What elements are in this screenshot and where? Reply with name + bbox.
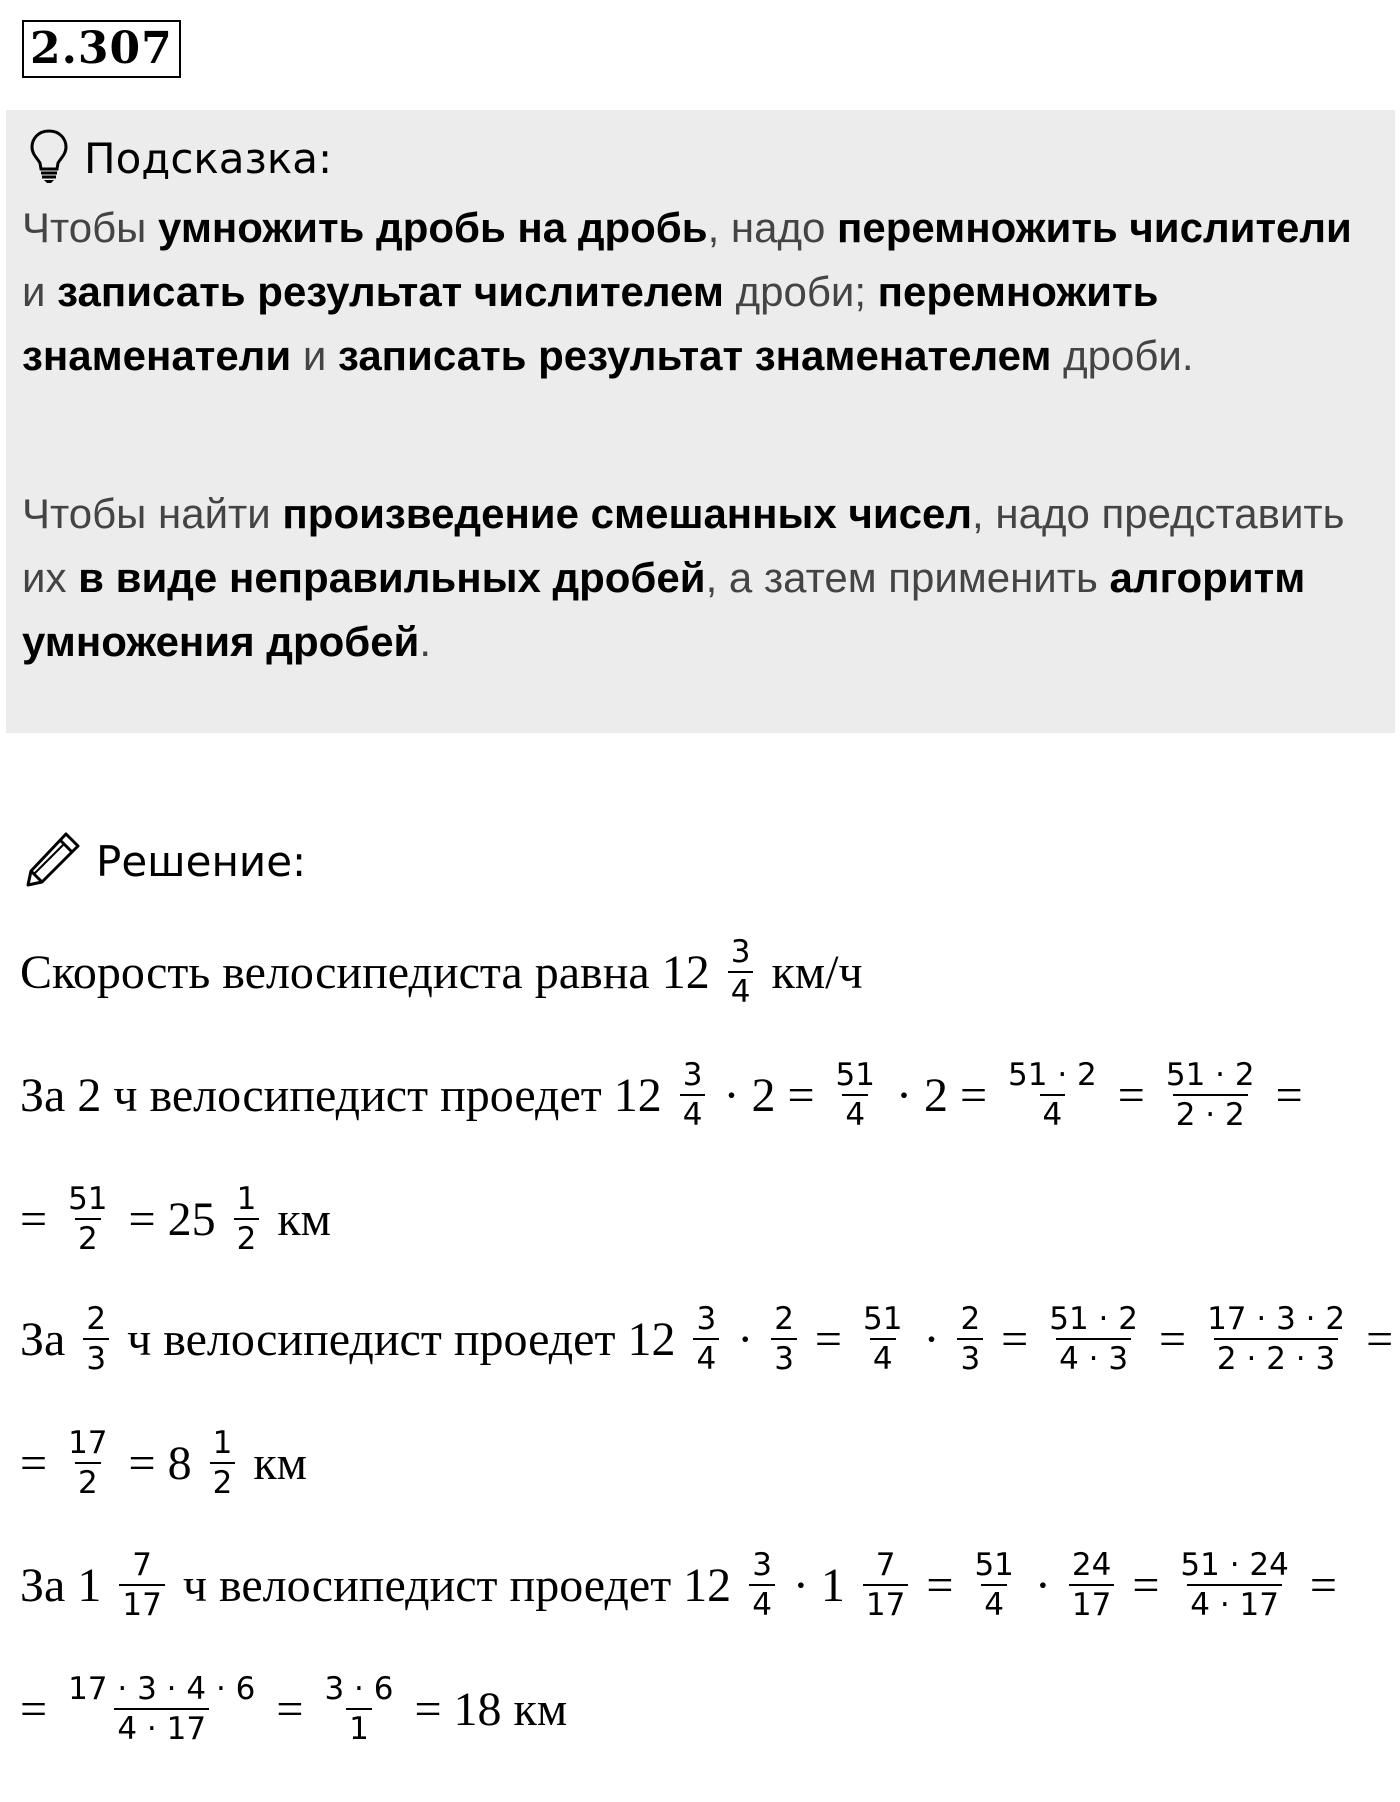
hint-title: Подсказка:	[84, 133, 333, 183]
hint-text: дроби;	[723, 268, 878, 315]
math-text: = 25	[116, 1193, 228, 1247]
hint-text: дроби.	[1051, 332, 1194, 379]
hint-emphasis: в виде неправильных дробей	[78, 554, 706, 601]
fraction-numerator: 17 · 3 · 2	[1207, 1301, 1346, 1337]
fraction	[749, 1548, 775, 1623]
fraction-numerator: 51 · 2	[1008, 1057, 1097, 1093]
fraction-denominator: 4 · 17	[1187, 1584, 1282, 1624]
hint-text: , надо	[707, 204, 837, 251]
fraction-denominator: 1	[346, 1708, 372, 1748]
fraction-denominator: 4	[981, 1584, 1007, 1624]
fraction	[1204, 1302, 1348, 1377]
fraction-numerator: 51 · 2	[1049, 1301, 1138, 1337]
math-text: · 2 =	[883, 1069, 1000, 1123]
fraction-numerator: 24	[1071, 1547, 1112, 1583]
hint-header	[28, 128, 332, 188]
math-text: =	[989, 1313, 1041, 1367]
fraction-numerator: 51	[863, 1301, 903, 1337]
fraction-numerator: 1	[212, 1425, 233, 1461]
fraction	[65, 1182, 110, 1257]
fraction	[860, 1302, 905, 1377]
math-text: Скорость велосипедиста равна 12	[20, 946, 722, 1000]
fraction-numerator: 3	[696, 1301, 717, 1337]
fraction-denominator: 4	[749, 1584, 775, 1624]
fraction	[1005, 1058, 1100, 1133]
fraction-denominator: 2	[234, 1218, 260, 1258]
fraction	[957, 1302, 983, 1377]
fraction-denominator: 4	[870, 1338, 896, 1378]
solution-title: Решение:	[96, 836, 307, 886]
fraction-numerator: 51 · 2	[1165, 1057, 1255, 1093]
math-text: км/ч	[759, 946, 863, 1000]
hint-emphasis: произведение смешанных чисел	[282, 490, 973, 537]
math-text: =	[20, 1437, 60, 1491]
fraction-numerator: 3	[682, 1057, 703, 1093]
fraction-denominator: 17	[863, 1584, 908, 1624]
fraction-numerator: 2	[960, 1301, 981, 1337]
solution-line	[20, 1058, 1303, 1133]
math-text: =	[20, 1193, 60, 1247]
fraction	[728, 935, 754, 1010]
math-text: =	[802, 1313, 854, 1367]
math-text: =	[1146, 1313, 1199, 1367]
fraction	[83, 1302, 109, 1377]
fraction-numerator: 3	[752, 1547, 772, 1583]
lightbulb-icon	[28, 128, 70, 188]
solution-line	[20, 935, 863, 1010]
fraction-numerator: 1	[236, 1181, 257, 1217]
math-text: ·	[911, 1313, 952, 1367]
problem-number: 2.307	[22, 20, 181, 78]
math-text: =	[1120, 1559, 1172, 1613]
hint-emphasis: перемножить числители	[837, 204, 1352, 251]
math-text: ч велосипедист проедет 12	[170, 1559, 744, 1613]
fraction	[210, 1426, 236, 1501]
fraction-denominator: 2 · 2	[1173, 1094, 1248, 1134]
hint-text: Чтобы	[22, 204, 159, 251]
fraction-numerator: 7	[132, 1547, 152, 1583]
math-text: км	[241, 1437, 308, 1491]
hint-text: , надо представить их	[22, 490, 1345, 601]
fraction-denominator: 2	[75, 1462, 101, 1502]
solution-line	[20, 1182, 331, 1257]
fraction-numerator: 2	[774, 1301, 794, 1337]
hint-text: Чтобы найти	[22, 490, 283, 537]
fraction	[771, 1302, 797, 1377]
fraction-denominator: 4	[728, 971, 754, 1011]
fraction	[119, 1548, 164, 1623]
fraction-denominator: 2	[75, 1218, 101, 1258]
fraction	[693, 1302, 719, 1377]
fraction	[971, 1548, 1016, 1623]
fraction	[1069, 1548, 1114, 1623]
hint-text: и	[22, 268, 58, 315]
hint-emphasis: алгоритм умножения дробей	[22, 554, 1306, 665]
math-text: ·	[1022, 1559, 1063, 1613]
math-text: =	[1297, 1559, 1337, 1613]
fraction	[863, 1548, 908, 1623]
hint-paragraph-1	[22, 196, 1372, 388]
fraction-denominator: 17	[119, 1584, 164, 1624]
pencil-icon	[24, 830, 82, 892]
fraction-denominator: 4	[693, 1338, 719, 1378]
fraction-numerator: 3 · 6	[324, 1671, 394, 1707]
math-text: =	[20, 1683, 60, 1737]
hint-box	[6, 110, 1395, 733]
fraction-numerator: 51 · 24	[1180, 1547, 1289, 1583]
fraction-denominator: 3	[83, 1338, 109, 1378]
fraction-denominator: 4	[842, 1094, 868, 1134]
fraction-denominator: 3	[957, 1338, 983, 1378]
fraction	[1163, 1058, 1258, 1133]
math-text: км	[265, 1193, 332, 1247]
fraction-numerator: 51	[68, 1181, 108, 1217]
fraction-denominator: 2	[210, 1462, 236, 1502]
math-text: · 2 =	[711, 1069, 827, 1123]
fraction-denominator: 17	[1069, 1584, 1114, 1624]
fraction-denominator: 3	[771, 1338, 797, 1378]
solution-line	[20, 1672, 567, 1747]
hint-text: , а затем применить	[705, 554, 1110, 601]
fraction-denominator: 4	[1040, 1094, 1066, 1134]
solution-line	[20, 1426, 307, 1501]
fraction-denominator: 2 · 2 · 3	[1214, 1338, 1338, 1378]
math-text: =	[914, 1559, 966, 1613]
fraction-denominator: 4 · 3	[1056, 1338, 1131, 1378]
fraction-numerator: 17	[68, 1425, 108, 1461]
hint-emphasis: умножить дробь на дробь	[158, 204, 708, 251]
fraction-numerator: 51	[974, 1547, 1014, 1583]
solution-line	[20, 1548, 1337, 1623]
solution-header	[24, 830, 306, 892]
fraction-denominator: 4	[680, 1094, 706, 1134]
math-text: За	[20, 1313, 78, 1367]
hint-text: и	[291, 332, 338, 379]
math-text: ·	[725, 1313, 766, 1367]
math-text: За 1	[20, 1559, 114, 1613]
fraction	[65, 1672, 258, 1747]
fraction-numerator: 2	[86, 1301, 107, 1337]
hint-emphasis: записать результат знаменателем	[338, 332, 1052, 379]
math-text: ч велосипедист проедет 12	[115, 1313, 688, 1367]
math-text: =	[264, 1683, 316, 1737]
hint-emphasis: записать результат числителем	[57, 268, 724, 315]
math-text: · 1	[780, 1559, 857, 1613]
fraction-numerator: 17 · 3 · 4 · 6	[68, 1671, 256, 1707]
fraction	[321, 1672, 396, 1747]
fraction-numerator: 3	[730, 934, 751, 970]
fraction-denominator: 4 · 17	[114, 1708, 209, 1748]
fraction-numerator: 7	[875, 1547, 896, 1583]
fraction	[1046, 1302, 1141, 1377]
hint-emphasis: перемножить знаменатели	[22, 268, 1159, 379]
fraction	[1177, 1548, 1291, 1623]
math-text: = 18 км	[402, 1683, 568, 1737]
fraction	[234, 1182, 260, 1257]
fraction	[65, 1426, 110, 1501]
math-text: =	[1105, 1069, 1157, 1123]
hint-text: .	[419, 618, 432, 665]
fraction-numerator: 51	[835, 1057, 875, 1093]
hint-paragraph-2	[22, 482, 1372, 674]
fraction	[680, 1058, 706, 1133]
solution-line	[20, 1302, 1393, 1377]
math-text: =	[1263, 1069, 1303, 1123]
math-text: За 2 ч велосипедист проедет 12	[20, 1069, 674, 1123]
math-text: =	[1354, 1313, 1394, 1367]
fraction	[833, 1058, 878, 1133]
math-text: = 8	[116, 1437, 204, 1491]
